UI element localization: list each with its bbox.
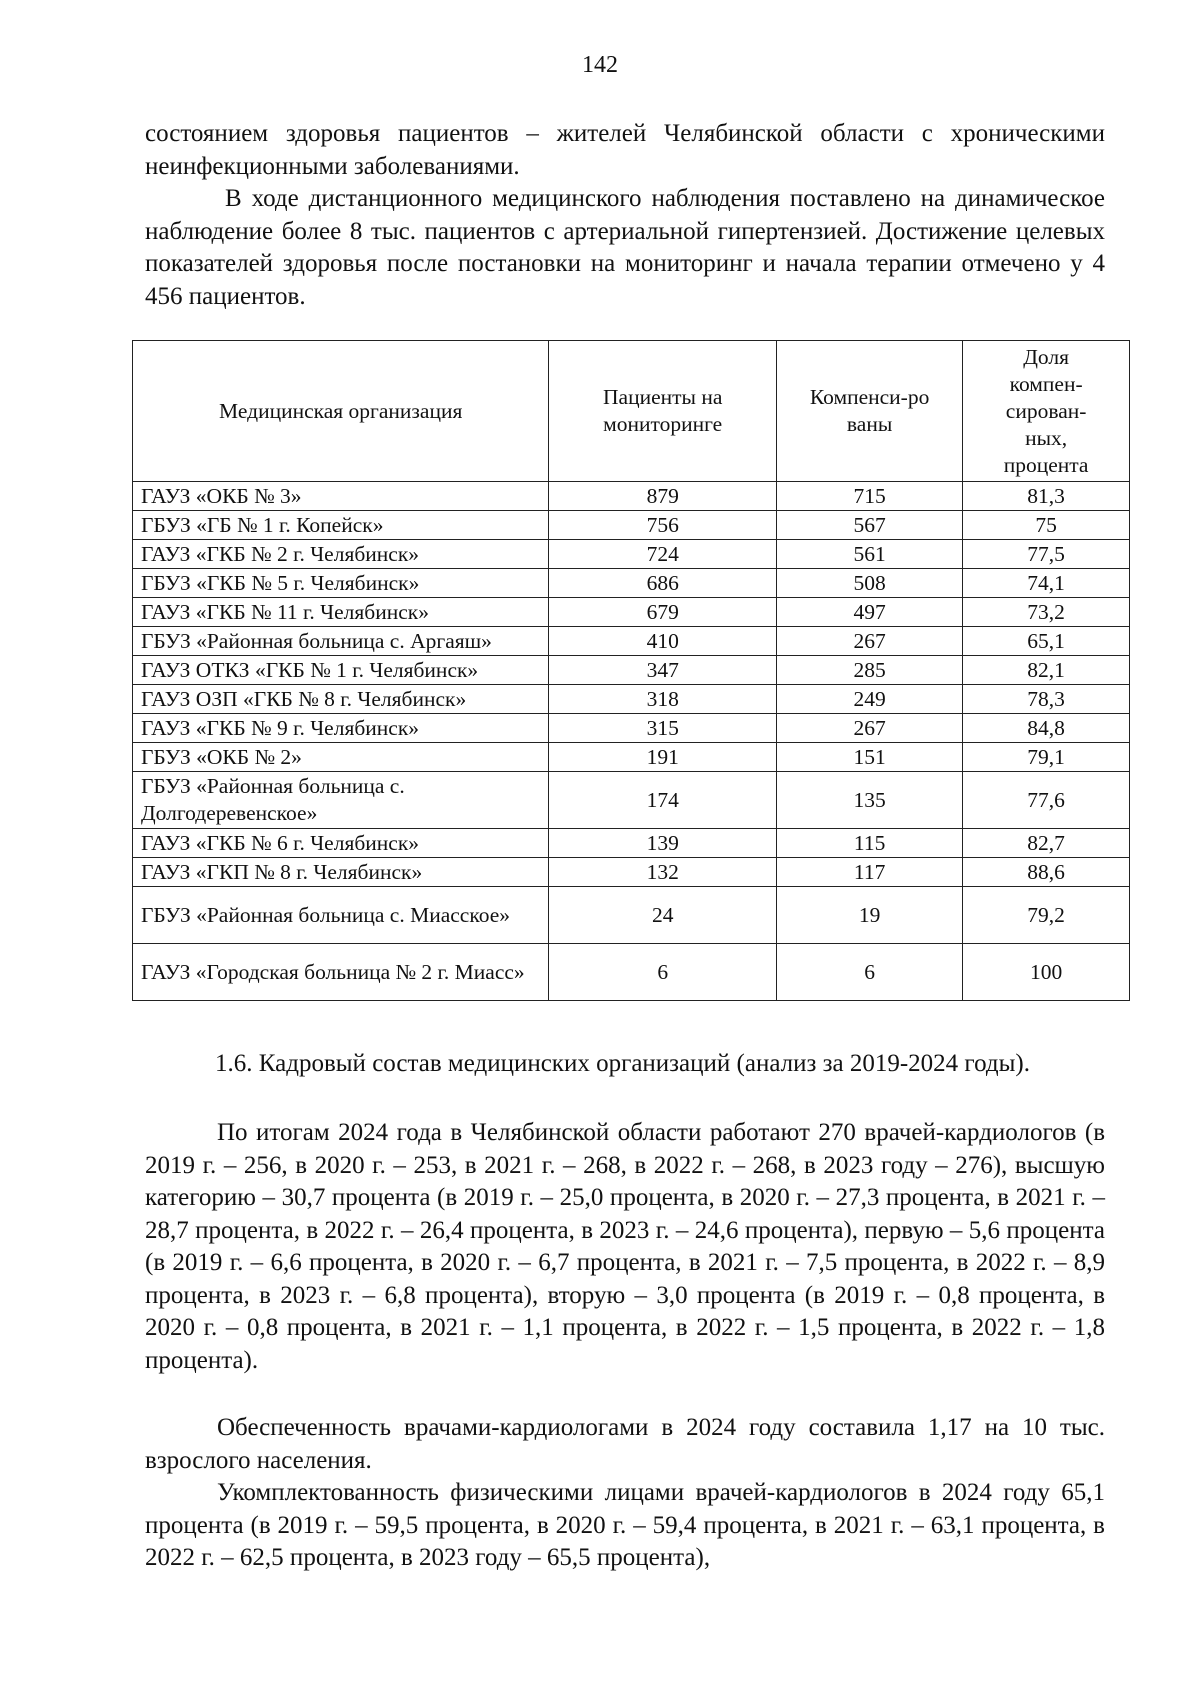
cell-monitored: 679 <box>549 598 777 627</box>
cell-compensated: 117 <box>777 858 963 887</box>
cell-compensated: 19 <box>777 887 963 944</box>
cell-organization: ГАУЗ «ГКБ № 11 г. Челябинск» <box>133 598 549 627</box>
cell-monitored: 756 <box>549 511 777 540</box>
cell-compensated: 561 <box>777 540 963 569</box>
staffing-paragraph: Укомплектованность физическими лицами врачей-кардиологов в 2024 году 65,1 процента (в 2019 г. – 59,5 процента, в 2020 г. – 59,4 процента, в 2021 г. – 63,1 процента, в 2022 г. – 62,5 процента, в 2023 году – 65,5 процента), <box>145 1479 1105 1571</box>
cell-organization: ГАУЗ ОТКЗ «ГКБ № 1 г. Челябинск» <box>133 656 549 685</box>
cell-share: 84,8 <box>963 714 1130 743</box>
cell-share: 73,2 <box>963 598 1130 627</box>
header-organization: Медицинская организация <box>133 341 549 482</box>
cell-organization: ГБУЗ «Районная больница с. Аргаяш» <box>133 627 549 656</box>
monitoring-paragraph: В ходе дистанционного медицинского наблюдения поставлено на динамическое наблюдение более 8 тыс. пациентов с артериальной гипертензией. Достижение целевых показателей здоровья после постановки на мониторинг и начала терапии отмечено у 4 456 пациентов. <box>145 185 1105 310</box>
cell-monitored: 686 <box>549 569 777 598</box>
cell-share: 77,6 <box>963 772 1130 829</box>
table-row <box>133 944 1130 1001</box>
cell-organization: ГАУЗ «Городская больница № 2 г. Миасс» <box>133 944 549 1001</box>
table-row <box>133 569 1130 598</box>
table-row <box>133 598 1130 627</box>
table-row <box>133 887 1130 944</box>
header-compensated-text: Компенси-рованы <box>809 385 930 436</box>
cell-compensated: 151 <box>777 743 963 772</box>
header-share-text: Доля компен-сирован-ных, процента <box>1003 344 1089 477</box>
cell-organization: ГБУЗ «Районная больница с. Долгодеревенское» <box>133 772 549 829</box>
cell-share: 75 <box>963 511 1130 540</box>
cell-organization: ГБУЗ «ГКБ № 5 г. Челябинск» <box>133 569 549 598</box>
header-monitored-text: Пациенты на мониторинге <box>603 385 723 436</box>
cell-organization: ГАУЗ «ГКП № 8 г. Челябинск» <box>133 858 549 887</box>
table-row <box>133 772 1130 829</box>
cell-share: 77,5 <box>963 540 1130 569</box>
table-row <box>133 511 1130 540</box>
cell-compensated: 285 <box>777 656 963 685</box>
cell-share: 79,1 <box>963 743 1130 772</box>
table-row <box>133 743 1130 772</box>
table-row <box>133 482 1130 511</box>
cell-organization: ГБУЗ «ГБ № 1 г. Копейск» <box>133 511 549 540</box>
cell-monitored: 347 <box>549 656 777 685</box>
intro-paragraph: состоянием здоровья пациентов – жителей Челябинской области с хроническими неинфекционными заболеваниями. <box>145 120 1105 180</box>
staff-paragraph: По итогам 2024 года в Челябинской области работают 270 врачей-кардиологов (в 2019 г. – 256, в 2020 г. – 253, в 2021 г. – 268, в 2022 г. – 268, в 2023 году – 276), высшую категорию – 30,7 процента (в 2019 г. – 25,0 процента, в 2020 г. – 27,3 процента, в 2021 г. – 28,7 процента, в 2022 г. – 26,4 процента, в 2023 г. – 24,6 процента), первую – 5,6 процента (в 2019 г. – 6,6 процента, в 2020 г. – 6,7 процента, в 2021 г. – 7,5 процента, в 2022 г. – 8,9 процента, в 2023 г. – 6,8 процента), вторую – 3,0 процента (в 2019 г. – 0,8 процента, в 2020 г. – 0,8 процента, в 2021 г. – 1,1 процента, в 2022 г. – 1,5 процента, в 2022 г. – 1,8 процента). <box>145 1119 1105 1374</box>
cell-share: 79,2 <box>963 887 1130 944</box>
cell-organization: ГАУЗ «ГКБ № 9 г. Челябинск» <box>133 714 549 743</box>
cell-monitored: 174 <box>549 772 777 829</box>
table-row <box>133 540 1130 569</box>
cell-organization: ГАУЗ «ГКБ № 6 г. Челябинск» <box>133 829 549 858</box>
cell-compensated: 115 <box>777 829 963 858</box>
cell-share: 100 <box>963 944 1130 1001</box>
provision-paragraph: Обеспеченность врачами-кардиологами в 2024 году составила 1,17 на 10 тыс. взрослого населения. <box>145 1414 1105 1474</box>
table-row <box>133 656 1130 685</box>
cell-monitored: 139 <box>549 829 777 858</box>
cell-monitored: 6 <box>549 944 777 1001</box>
section-heading: 1.6. Кадровый состав медицинских организаций (анализ за 2019-2024 годы). <box>215 1050 1030 1077</box>
table-row <box>133 627 1130 656</box>
cell-share: 81,3 <box>963 482 1130 511</box>
cell-compensated: 267 <box>777 627 963 656</box>
cell-monitored: 724 <box>549 540 777 569</box>
cell-compensated: 567 <box>777 511 963 540</box>
cell-monitored: 132 <box>549 858 777 887</box>
cell-compensated: 249 <box>777 685 963 714</box>
cell-organization: ГАУЗ ОЗП «ГКБ № 8 г. Челябинск» <box>133 685 549 714</box>
cell-organization: ГБУЗ «ОКБ № 2» <box>133 743 549 772</box>
monitoring-table <box>132 340 1130 1001</box>
cell-compensated: 497 <box>777 598 963 627</box>
cell-share: 88,6 <box>963 858 1130 887</box>
cell-share: 74,1 <box>963 569 1130 598</box>
header-monitored <box>549 341 777 482</box>
cell-monitored: 191 <box>549 743 777 772</box>
cell-organization: ГАУЗ «ГКБ № 2 г. Челябинск» <box>133 540 549 569</box>
header-compensated <box>777 341 963 482</box>
table-row <box>133 714 1130 743</box>
cell-organization: ГБУЗ «Районная больница с. Миасское» <box>133 887 549 944</box>
cell-compensated: 508 <box>777 569 963 598</box>
cell-monitored: 318 <box>549 685 777 714</box>
table-row <box>133 685 1130 714</box>
cell-share: 82,7 <box>963 829 1130 858</box>
cell-monitored: 410 <box>549 627 777 656</box>
cell-organization: ГАУЗ «ОКБ № 3» <box>133 482 549 511</box>
cell-compensated: 6 <box>777 944 963 1001</box>
cell-share: 65,1 <box>963 627 1130 656</box>
table-row <box>133 858 1130 887</box>
cell-monitored: 315 <box>549 714 777 743</box>
cell-share: 82,1 <box>963 656 1130 685</box>
table-row <box>133 829 1130 858</box>
page-number: 142 <box>582 52 618 78</box>
table-body <box>133 482 1130 1001</box>
table-header-row <box>133 341 1130 482</box>
cell-compensated: 715 <box>777 482 963 511</box>
cell-share: 78,3 <box>963 685 1130 714</box>
cell-monitored: 24 <box>549 887 777 944</box>
header-share <box>963 341 1130 482</box>
cell-compensated: 267 <box>777 714 963 743</box>
cell-compensated: 135 <box>777 772 963 829</box>
cell-monitored: 879 <box>549 482 777 511</box>
